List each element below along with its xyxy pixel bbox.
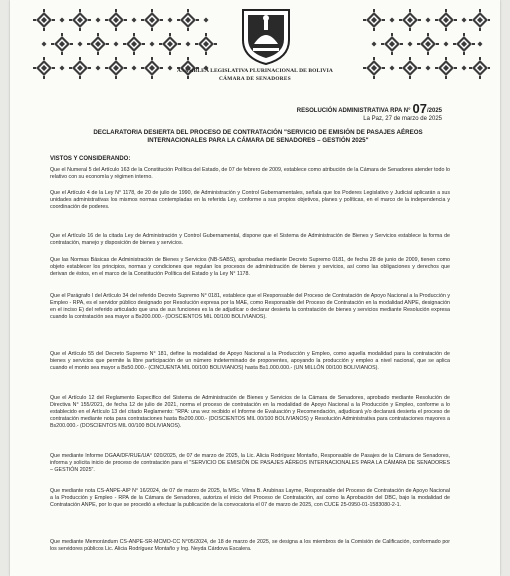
paragraph: Que mediante Informe DGAA/DF/RUE/UA° 020/2025, de 07 de marzo de 2025, la Lic. Alicia Rodríguez Montaño, Responsable de Pasajes de la Cámara de Senadores, informa y solicita inicio de proceso de contratación para el "SERVICIO DE EMISIÓN DE PASAJES AÉREOS INTERNACIONALES PARA LA CÁMARA DE SENADORES – GESTIÓN 2025". bbox=[50, 453, 450, 473]
resolution-label: RESOLUCIÓN ADMINISTRATIVA RPA N° bbox=[296, 108, 411, 114]
resolution-number: 07 bbox=[412, 101, 427, 116]
resolution-year: /2025 bbox=[426, 108, 442, 114]
paragraph: Que el Parágrafo I del Artículo 34 del referido Decreto Supremo N° 0181, establece que el Responsable del Proceso de Contratación de Apoyo Nacional a la Producción y Empleo - RPA, es el servidor público designado por Resolución expresa por la MAE, como Responsable del Proceso de Contratación en la modalidad ANPE, designación en el inciso E) del referido articulado que una de sus funciones es la de adjudicar o declarar desierta la contratación de bienes y servicios mediante Resolución expresa cuando la contratación sea mayor a Bs200.000.- (DOSCIENTOS MIL 00/100 BOLIVIANOS). bbox=[50, 293, 450, 320]
section-heading: VISTOS Y CONSIDERANDO: bbox=[50, 156, 131, 162]
paragraph: Que mediante Memorándum CS-ANPE-SR-MCMO-CC N°05/2024, de 18 de marzo de 2025, se designa a los miembros de la Comisión de Calificación, conformado por los servidores públicos Lic. Alicia Rodríguez Montaño y Ing. Neyda Cárdova Escalera. bbox=[50, 539, 450, 552]
institution-name: ASAMBLEA LEGISLATIVA PLURINACIONAL DE BOLIVIA bbox=[177, 68, 333, 74]
paragraph: Que el Numeral 5 del Artículo 163 de la Constitución Política del Estado, de 07 de febrero de 2009, establece como atribución de la Cámara de Senadores atender todo lo relativo con su economía y régimen interno. bbox=[50, 167, 450, 180]
institution-crest-logo bbox=[237, 6, 295, 66]
chamber-name: CÁMARA DE SENADORES bbox=[219, 76, 291, 82]
paragraph: Que mediante nota CS-ANPE-AIP N° 16/2024, de 07 de marzo de 2025, la MSc. Vilma B. Arubinas Layme, Responsable del Proceso de Contratación de Apoyo Nacional a la Producción y Empleo - RPA de la Cámara de Senadores, autoriza el inicio del Proceso de Contratación, así como la Aprobación del DBC, bajo la modalidad de Contratación ANPE, por lo que se procedió a efectuar la publicación de la convocatoria el 07 de marzo de 2025, con CUCE 25-0950-01-1583080-2-1. bbox=[50, 488, 450, 508]
document-title: DECLARATORIA DESIERTA DEL PROCESO DE CONTRATACIÓN "SERVICIO DE EMISIÓN DE PASAJES AÉREOS INTERNACIONALES PARA LA CÁMARA DE SENADORES – GESTIÓN 2025" bbox=[93, 129, 423, 144]
paragraph: Que el Artículo 4 de la Ley N° 1178, de 20 de julio de 1990, de Administración y Control Gubernamentales, señala que los Poderes Legislativo y Judicial aplicarán a sus unidades administrativas los mismos normas contempladas en la referida Ley, conforme a sus propios objetivos, planes y políticas, en el marco de la independencia y coordinación de poderes. bbox=[50, 190, 450, 210]
paragraph: Que las Normas Básicas de Administración de Bienes y Servicios (NB-SABS), aprobadas mediante Decreto Supremo 0181, de fecha 28 de junio de 2009, tienen como objeto establecer los principios, normas y condiciones que regulan los procesos de administración de bienes y servicios, así como las obligaciones y derechos que derivan de éstos, en el marco de la Constitución Política del Estado y la Ley N° 1178. bbox=[50, 257, 450, 277]
document-page bbox=[10, 0, 500, 576]
paragraph: Que el Artículo 16 de la citada Ley de Administración y Control Gubernamental, dispone que el Sistema de Administración de Bienes y Servicios establece la forma de contratación, manejo y disposición de bienes y servicios. bbox=[50, 233, 450, 246]
place-date: La Paz, 27 de marzo de 2025 bbox=[363, 116, 442, 122]
resolution-number-line bbox=[297, 101, 442, 116]
resolution-header bbox=[297, 101, 442, 122]
paragraph: Que el Artículo 12 del Reglamento Específico del Sistema de Administración de Bienes y Servicios de la Cámara de Senadores, aprobado mediante Resolución de Directiva N° 155/2021, de fecha 12 de julio de 2021, norma el proceso de contratación en la modalidad de Apoyo Nacional a la Producción y Empleo, conforme a lo establecido en el Artículo 13 del citado Reglamento: "RPA: una vez recibido el Informe de Evaluación y Recomendación, adjudicará y/o declarará desierta el proceso de contratación mediante nota para contrataciones hasta Bs200.000.- (DOSCIENTOS MIL 00/100 BOLIVIANOS) y Resolución Administrativa para contrataciones mayores a Bs200.000.- (DOSCIENTOS MIL 00/100 BOLIVIANOS). bbox=[50, 395, 450, 429]
paragraph: Que el Artículo 55 del Decreto Supremo N° 181, define la modalidad de Apoyo Nacional a la Producción y Empleo, como aquella modalidad para la contratación de bienes y servicios que permite la libre participación de un número indeterminado de proponentes, apoyando la producción y empleo a nivel nacional, que se aplica cuando el monto sea mayor a Bs50.000.- (CINCUENTA MIL 00/100 BOLIVIANOS) hasta Bs1.000.000.- (UN MILLÓN 00/100 BOLIVIANOS). bbox=[50, 351, 450, 371]
